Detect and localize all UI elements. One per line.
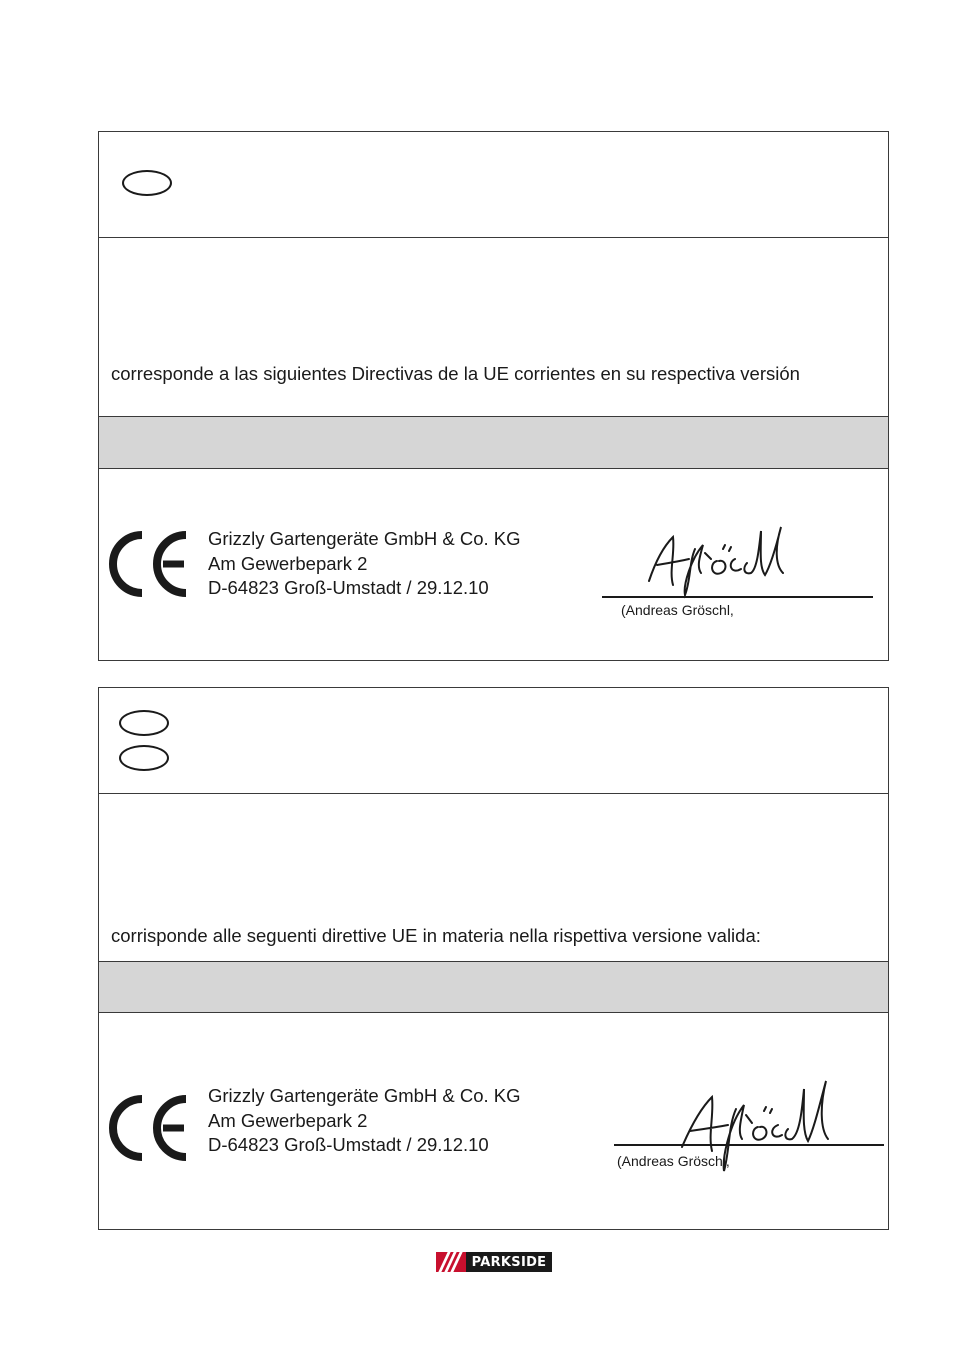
ce-mark-icon bbox=[108, 1095, 190, 1161]
address-line: Grizzly Gartengeräte GmbH & Co. KG bbox=[208, 1085, 521, 1106]
logo-wordmark: PARKSIDE bbox=[466, 1252, 552, 1272]
ce-mark-icon bbox=[108, 531, 190, 597]
panel-body bbox=[99, 794, 888, 962]
country-badge-icon bbox=[122, 170, 172, 196]
directive-statement: corrisponde alle seguenti direttive UE in materia nella rispettiva versione valida: bbox=[111, 925, 761, 946]
manufacturer-address bbox=[208, 527, 521, 601]
parkside-logo bbox=[436, 1252, 552, 1272]
panel-body bbox=[99, 238, 888, 417]
signatory-name: (Andreas Gröschl, bbox=[621, 602, 734, 618]
logo-stripes-icon bbox=[436, 1252, 466, 1272]
address-line: Grizzly Gartengeräte GmbH & Co. KG bbox=[208, 528, 521, 549]
panel-header bbox=[99, 688, 888, 794]
directive-statement: corresponde a las siguientes Directivas de la UE corrientes en su respectiva versión bbox=[111, 363, 800, 384]
address-line: Am Gewerbepark 2 bbox=[208, 1109, 368, 1131]
panel-footer bbox=[99, 1013, 888, 1229]
panel-header bbox=[99, 132, 888, 238]
signature-line bbox=[614, 1144, 884, 1146]
signature-line bbox=[602, 596, 873, 598]
country-badge-icon bbox=[119, 745, 169, 771]
manufacturer-address bbox=[208, 1084, 521, 1158]
address-line: D-64823 Groß-Umstadt / 29.12.10 bbox=[208, 577, 489, 598]
directives-band bbox=[99, 962, 888, 1013]
address-line: Am Gewerbepark 2 bbox=[208, 552, 368, 574]
signature-image bbox=[639, 519, 819, 599]
declaration-panel-2 bbox=[98, 687, 889, 1230]
signatory-name: (Andreas Gröschl, bbox=[617, 1153, 730, 1169]
country-badge-icon bbox=[119, 710, 169, 736]
address-line: D-64823 Groß-Umstadt / 29.12.10 bbox=[208, 1134, 489, 1155]
directives-band bbox=[99, 417, 888, 469]
declaration-panel-1 bbox=[98, 131, 889, 661]
panel-footer bbox=[99, 469, 888, 660]
